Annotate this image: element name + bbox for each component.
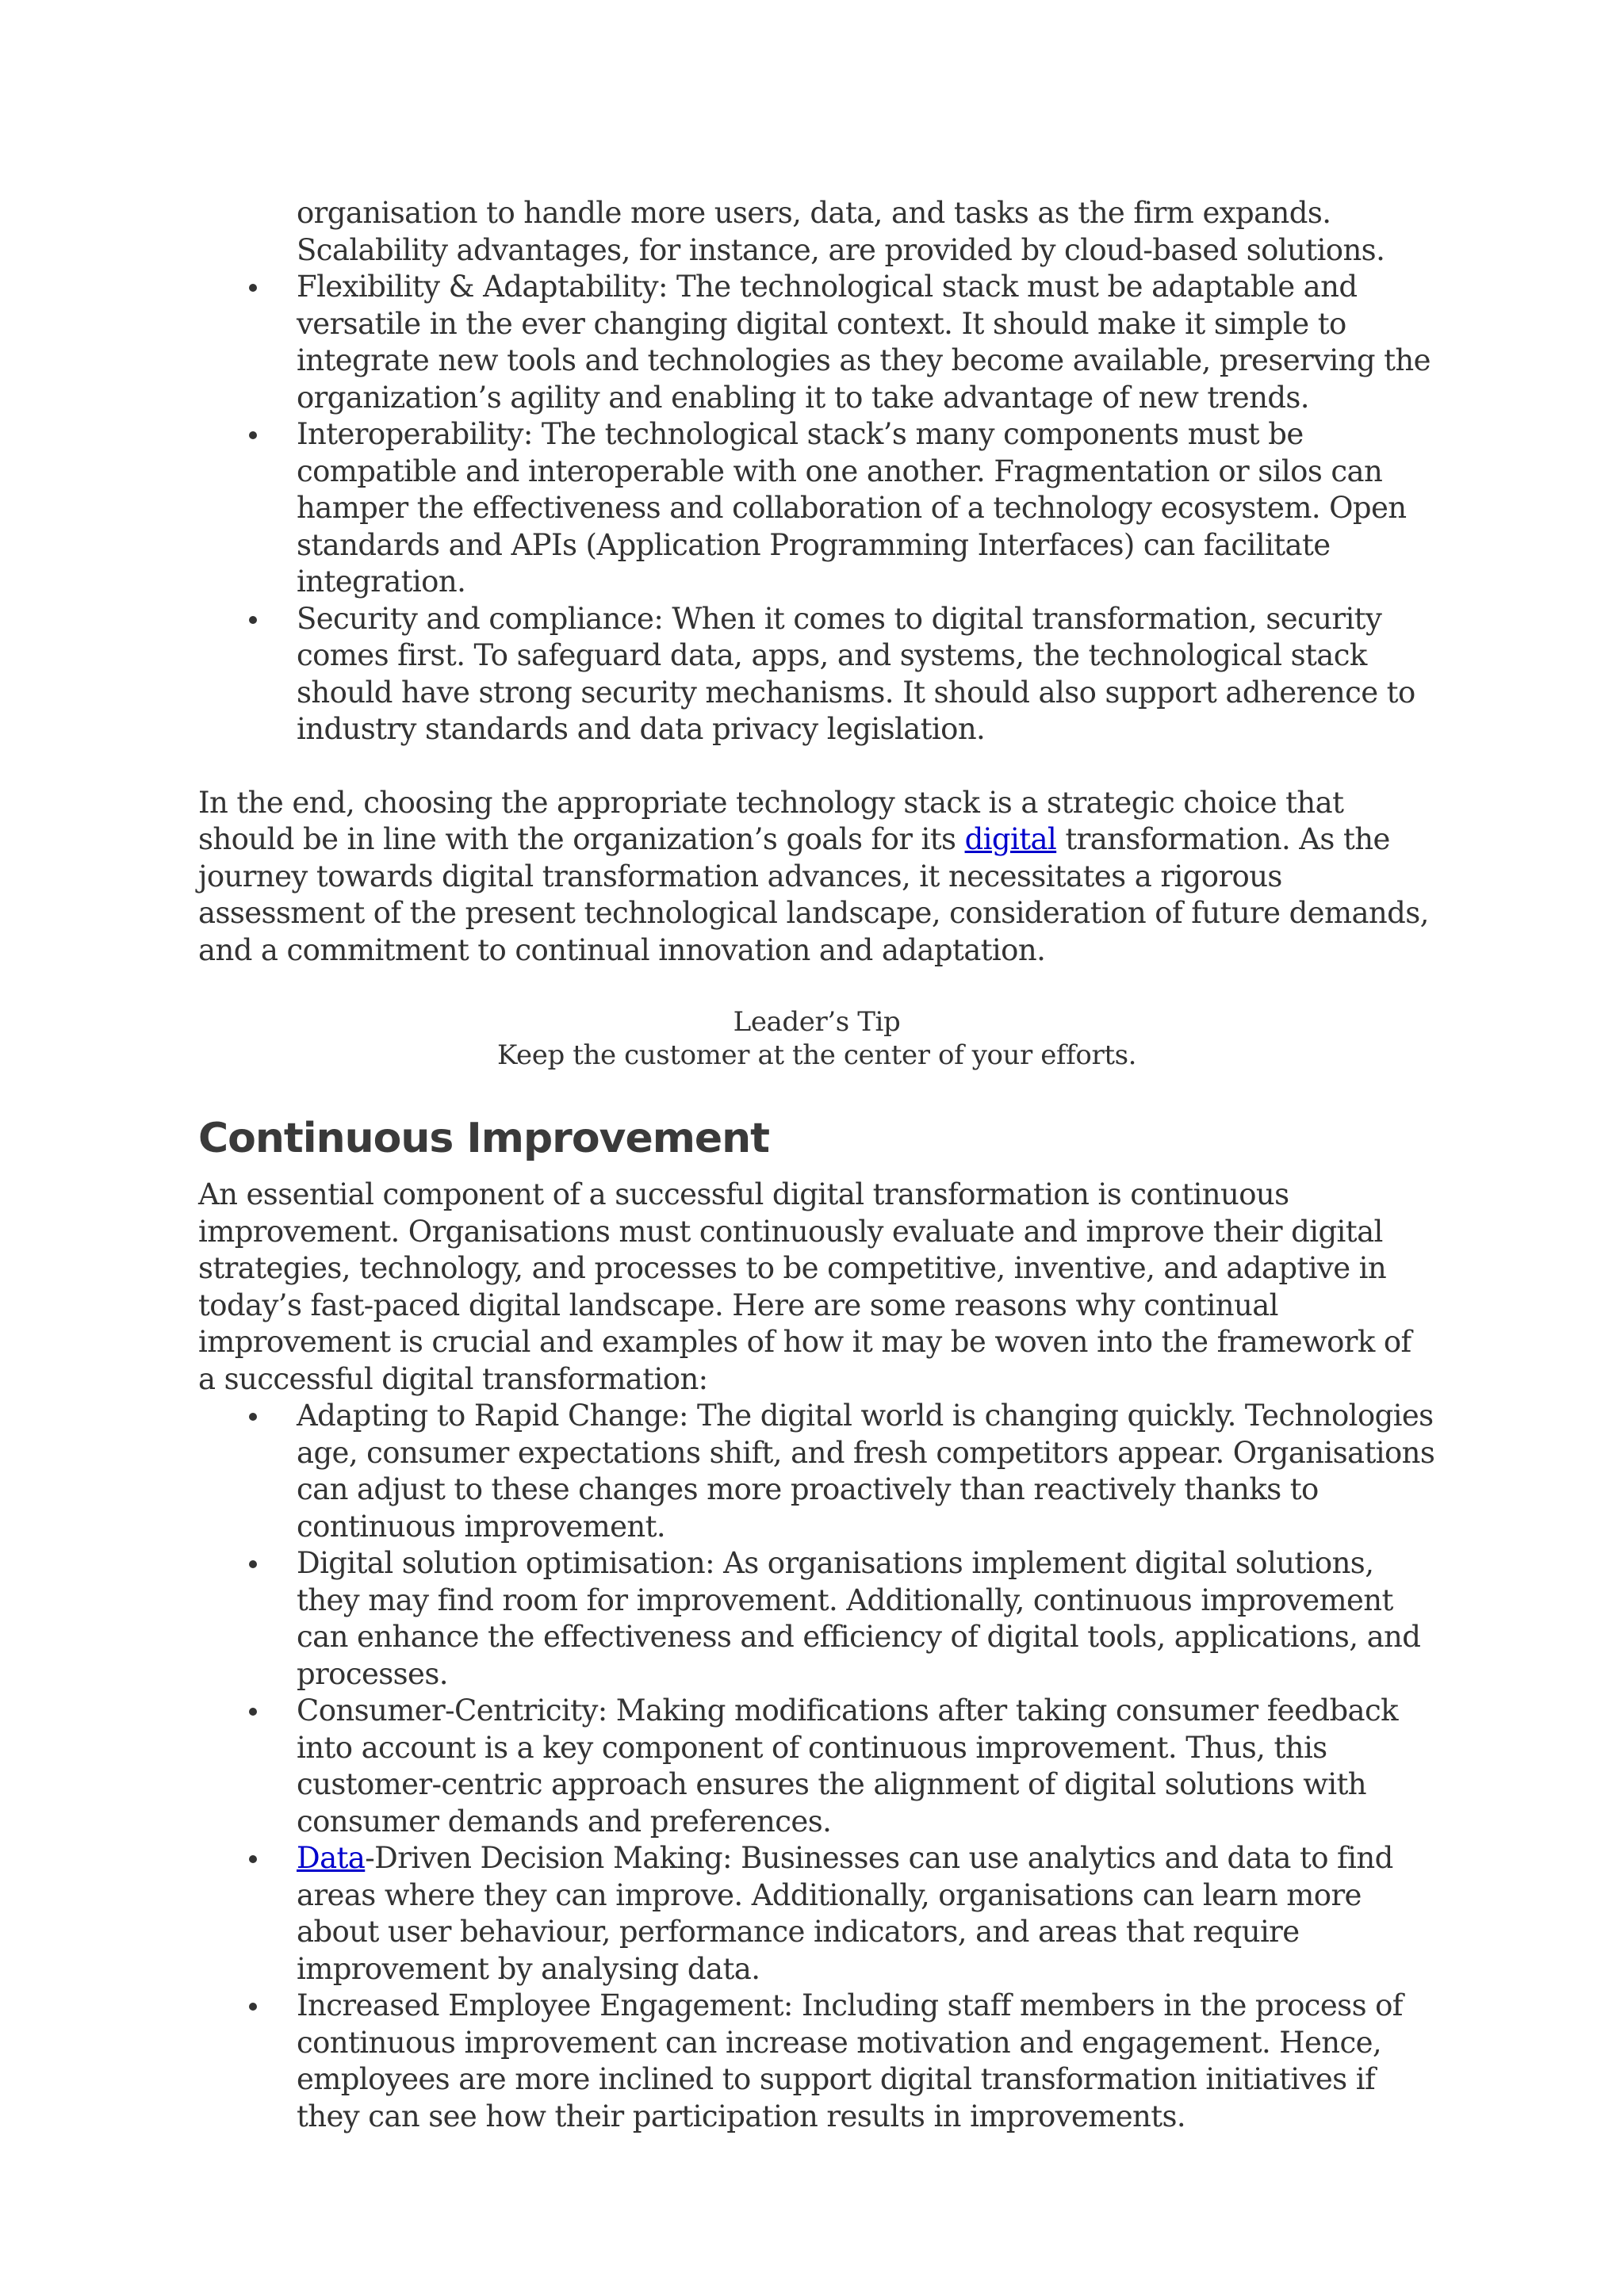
section-intro-paragraph: An essential component of a successful digital transformation is continuous improvement. Organisations must continuously evaluate and improve their digital strategies, technology, and processes to be competitive, inventive, and adaptive in today’s fast-paced digital landscape. Here are some reasons why continual improvement is crucial and examples of how it may be woven into the framework of a successful digital transformation: <box>198 1177 1411 1396</box>
list-item-employee-engagement <box>198 1988 1435 2135</box>
list-item-text: Flexibility & Adaptability: The technological stack must be adaptable and versatile in the ever changing digital context. It should make it simple to integrate new tools and technologies as they become available, preserving the organization’s agility and enabling it to take advantage of new trends. <box>297 270 1431 415</box>
list-item-interoperability <box>198 416 1435 601</box>
paragraph-text: In the end, choosing the appropriate technology stack is a strategic choice that should be in line with the organization’s goals for its <box>198 785 1344 856</box>
document-page <box>198 195 1435 2135</box>
list-item-optimisation <box>198 1545 1435 1693</box>
list-item-text: organisation to handle more users, data, and tasks as the firm expands. Scalability advantages, for instance, are provided by cloud-based solutions. <box>297 196 1385 267</box>
bullet-icon <box>249 431 257 439</box>
list-item-data-driven <box>198 1840 1435 1988</box>
bullet-icon <box>249 616 257 624</box>
list-item-text: Security and compliance: When it comes to digital transformation, security comes first. To safeguard data, apps, and systems, the technological stack should have strong security mechanisms. It should also support adherence to industry standards and data privacy legislation. <box>297 601 1415 746</box>
list-item-text: -Driven Decision Making: Businesses can use analytics and data to find areas where they can improve. Additionally, organisations can learn more about user behaviour, performance indicators, and areas that require improvement by analysing data. <box>297 1841 1393 1986</box>
list-item-continuation <box>198 195 1435 269</box>
tip-text: Keep the customer at the center of your efforts. <box>496 1039 1137 1071</box>
bullet-icon <box>249 1413 257 1421</box>
data-link[interactable]: Data <box>297 1841 366 1875</box>
bullet-list-technology-stack <box>198 195 1435 748</box>
bullet-icon <box>249 284 257 292</box>
bullet-icon <box>249 1708 257 1716</box>
list-item-security <box>198 601 1435 748</box>
list-item-consumer-centricity <box>198 1693 1435 1840</box>
list-item-text: Increased Employee Engagement: Including staff members in the process of continuous improvement can increase motivation and engagement. Hence, employees are more inclined to support digital transformation initiatives if they can see how their participation results in improvements. <box>297 1988 1403 2133</box>
digital-link[interactable]: digital <box>964 822 1057 856</box>
list-item-text: Interoperability: The technological stack’s many components must be compatible and interoperable with one another. Fragmentation or silos can hamper the effectiveness and collaboration of a technology ecosystem. Open standards and APIs (Application Programming Interfaces) can facilitate integration. <box>297 417 1407 599</box>
section-heading: Continuous Improvement <box>198 1115 770 1162</box>
list-item-rapid-change <box>198 1398 1435 1545</box>
paragraph-text: transformation. As the journey towards digital transformation advances, it necessitates a rigorous assessment of the present technological landscape, consideration of future demands, and a commitment to continual innovation and adaptation. <box>198 822 1429 967</box>
bullet-icon <box>249 1855 257 1863</box>
tip-title: Leader’s Tip <box>733 1006 901 1038</box>
list-item-text: Consumer-Centricity: Making modifications after taking consumer feedback into account is a key component of continuous improvement. Thus, this customer-centric approach ensures the alignment of digital solutions with consumer demands and preferences. <box>297 1693 1398 1839</box>
list-item-text: Adapting to Rapid Change: The digital world is changing quickly. Technologies age, consumer expectations shift, and fresh competitors appear. Organisations can adjust to these changes more proactively than reactively thanks to continuous improvement. <box>297 1399 1435 1544</box>
list-item-flexibility <box>198 269 1435 416</box>
paragraph-technology-stack-conclusion <box>198 785 1435 970</box>
list-item-text: Digital solution optimisation: As organisations implement digital solutions, they may find room for improvement. Additionally, continuous improvement can enhance the effectiveness and efficiency of digital tools, applications, and processes. <box>297 1546 1421 1691</box>
bullet-icon <box>249 2003 257 2011</box>
bullet-list-continuous-improvement <box>198 1398 1435 2135</box>
leaders-tip <box>198 1005 1435 1072</box>
bullet-icon <box>249 1560 257 1568</box>
